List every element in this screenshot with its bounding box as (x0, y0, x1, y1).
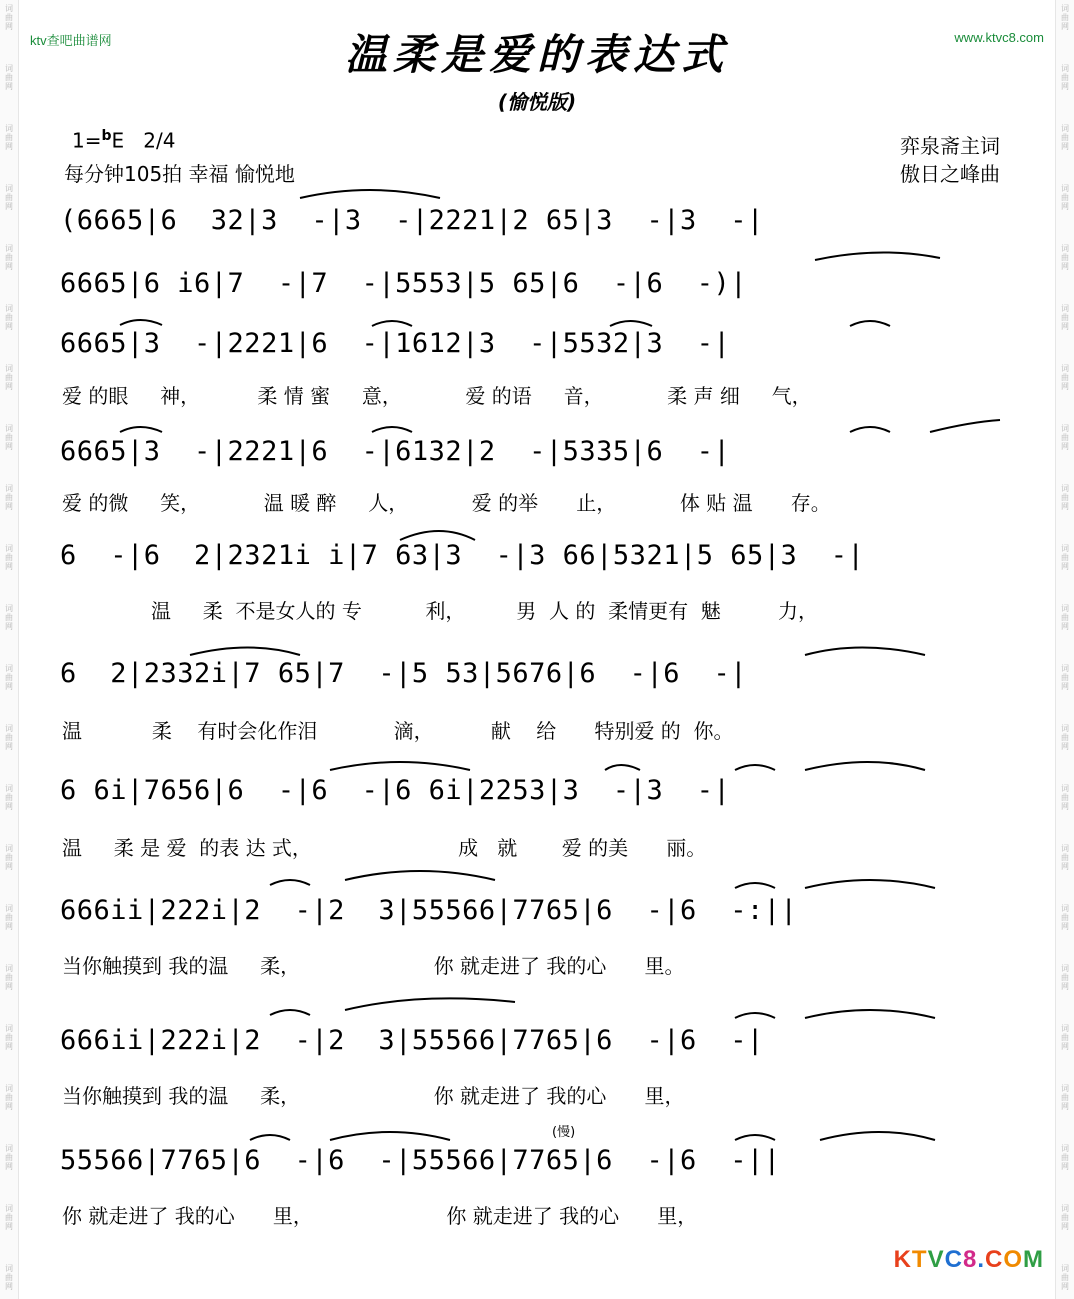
slur (735, 883, 775, 888)
slur (735, 1013, 775, 1018)
slur (805, 1010, 935, 1018)
slur (120, 320, 162, 325)
slur (735, 1135, 775, 1140)
slur (330, 762, 470, 770)
side-watermark-text: 词 曲 网 (5, 1144, 13, 1171)
side-watermark-text: 词 曲 网 (5, 664, 13, 691)
notation-line: 55566|7765|6 -|6 -|55566|7765|6 -|6 -|| (60, 1145, 781, 1176)
song-subtitle: (愉悦版) (497, 90, 577, 114)
side-watermark-text: 词 曲 网 (5, 604, 13, 631)
side-watermark-text: 词 曲 网 (1061, 1084, 1069, 1111)
slur (190, 648, 300, 656)
notation-line: 6665|3 -|2221|6 -|1612|3 -|5532|3 -| (60, 328, 731, 359)
notation-line: 6 2|2332i|7 65|7 -|5 53|5676|6 -|6 -| (60, 658, 747, 689)
lyric-line: 当你触摸到 我的温 柔， 你 就走进了 我的心 里， (62, 1084, 685, 1108)
side-watermark-text: 词 曲 网 (1061, 64, 1069, 91)
slur (372, 427, 412, 432)
side-watermark-text: 词 曲 网 (1061, 784, 1069, 811)
side-watermark-text: 词 曲 网 (1061, 1204, 1069, 1231)
slur (820, 1132, 935, 1140)
side-watermark-text: 词 曲 网 (5, 964, 13, 991)
slur (330, 1132, 450, 1140)
slur (815, 252, 940, 260)
side-watermark-text: 词 曲 网 (5, 904, 13, 931)
lyricist-credit: 弈泉斋主词 (900, 134, 1000, 158)
side-watermark-text: 词 曲 网 (1061, 1264, 1069, 1291)
slur (270, 880, 310, 885)
key-prefix: 1= (72, 128, 102, 153)
side-watermark-text: 词 曲 网 (5, 1264, 13, 1291)
side-watermark-text: 词 曲 网 (1061, 724, 1069, 751)
side-watermark-text: 词 曲 网 (1061, 184, 1069, 211)
notation-line: 6 6i|7656|6 -|6 -|6 6i|2253|3 -|3 -| (60, 775, 731, 806)
site-watermark-left: ktv查吧曲谱网 (30, 33, 112, 48)
site-watermark-right: www.ktvc8.com (954, 30, 1044, 45)
slur (930, 420, 1000, 432)
side-watermark-text: 词 曲 网 (5, 1204, 13, 1231)
slur (270, 1010, 310, 1015)
slur (805, 762, 925, 770)
side-watermark-text: 词 曲 网 (1061, 364, 1069, 391)
side-watermark-text: 词 曲 网 (5, 784, 13, 811)
slur (250, 1135, 290, 1140)
side-watermark-text: 词 曲 网 (5, 724, 13, 751)
key-note: E (111, 128, 125, 153)
side-watermark-text: 词 曲 网 (1061, 1024, 1069, 1051)
lyric-line: 温 柔 是 爱 的表 达 式， 成 就 爱 的美 丽。 (62, 836, 707, 860)
side-watermark-text: 词 曲 网 (5, 1084, 13, 1111)
slur (372, 321, 412, 326)
side-watermark-text: 词 曲 网 (1061, 124, 1069, 151)
side-watermark-text: 词 曲 网 (1061, 244, 1069, 271)
slow-marking: (慢) (552, 1125, 576, 1140)
side-watermark-text: 词 曲 网 (5, 64, 13, 91)
slur (605, 765, 640, 770)
side-watermark-text: 词 曲 网 (5, 1024, 13, 1051)
side-watermark-text: 词 曲 网 (5, 4, 13, 31)
side-watermark-text: 词 曲 网 (1061, 1144, 1069, 1171)
slur (805, 648, 925, 656)
side-watermark-text: 词 曲 网 (5, 304, 13, 331)
side-watermark-text: 词 曲 网 (1061, 424, 1069, 451)
slur (400, 531, 475, 540)
side-watermark-text: 词 曲 网 (5, 244, 13, 271)
side-watermark-text: 词 曲 网 (1061, 484, 1069, 511)
notation-line: 6665|3 -|2221|6 -|6132|2 -|5335|6 -| (60, 436, 731, 467)
tempo-marking: 每分钟105拍 幸福 愉悦地 (64, 162, 295, 186)
time-signature: 2/4 (143, 128, 176, 153)
side-watermark-text: 词 曲 网 (1061, 4, 1069, 31)
side-watermark-text: 词 曲 网 (1061, 604, 1069, 631)
side-watermark-text: 词 曲 网 (1061, 664, 1069, 691)
notation-line: 666ii|222i|2 -|2 3|55566|7765|6 -|6 -| (60, 1025, 764, 1056)
side-watermark-text: 词 曲 网 (5, 844, 13, 871)
side-watermark-text: 词 曲 网 (5, 544, 13, 571)
slur (850, 427, 890, 432)
side-watermark-text: 词 曲 网 (5, 124, 13, 151)
notation-line: 6 -|6 2|2321i i|7 63|3 -|3 66|5321|5 65|3 -| (60, 540, 865, 571)
slur (610, 321, 652, 326)
slur (345, 871, 495, 880)
side-watermark-text: 词 曲 网 (5, 184, 13, 211)
slur (805, 880, 935, 888)
key-flat: b (101, 128, 112, 144)
side-watermark-text: 词 曲 网 (5, 364, 13, 391)
side-watermark-text: 词 曲 网 (1061, 304, 1069, 331)
slur (300, 190, 440, 198)
side-watermark-text: 词 曲 网 (5, 484, 13, 511)
lyric-line: 当你触摸到 我的温 柔， 你 就走进了 我的心 里。 (62, 954, 685, 978)
lyric-line: 温 柔 不是女人的 专 利， 男 人 的 柔情更有 魅 力， (62, 599, 819, 623)
slur (850, 321, 890, 326)
side-watermark-text: 词 曲 网 (1061, 904, 1069, 931)
lyric-line: 爱 的眼 神， 柔 情 蜜 意， 爱 的语 音， 柔 声 细 气， (62, 384, 812, 408)
notation-line: 6665|6 i6|7 -|7 -|5553|5 65|6 -|6 -)| (60, 268, 747, 299)
notation-line: (6665|6 32|3 -|3 -|2221|2 65|3 -|3 -| (60, 205, 764, 236)
slur (345, 998, 515, 1010)
lyric-line: 你 就走进了 我的心 里， 你 就走进了 我的心 里， (62, 1204, 698, 1228)
notation-line: 666ii|222i|2 -|2 3|55566|7765|6 -|6 -:|| (60, 895, 798, 926)
slur (120, 427, 162, 432)
slur (735, 765, 775, 770)
side-watermark-text: 词 曲 网 (1061, 844, 1069, 871)
song-title: 温柔是爱的表达式 (344, 30, 729, 79)
side-watermark-text: 词 曲 网 (1061, 544, 1069, 571)
ktvc8-logo: KTVC8.COM (893, 1246, 1044, 1273)
side-watermark-text: 词 曲 网 (5, 424, 13, 451)
lyric-line: 爱 的微 笑， 温 暖 醉 人， 爱 的举 止， 体 贴 温 存。 (62, 491, 831, 515)
composer-credit: 傲日之峰曲 (900, 162, 1000, 186)
lyric-line: 温 柔 有时会化作泪 滴， 献 给 特别爱 的 你。 (62, 719, 734, 743)
side-watermark-text: 词 曲 网 (1061, 964, 1069, 991)
